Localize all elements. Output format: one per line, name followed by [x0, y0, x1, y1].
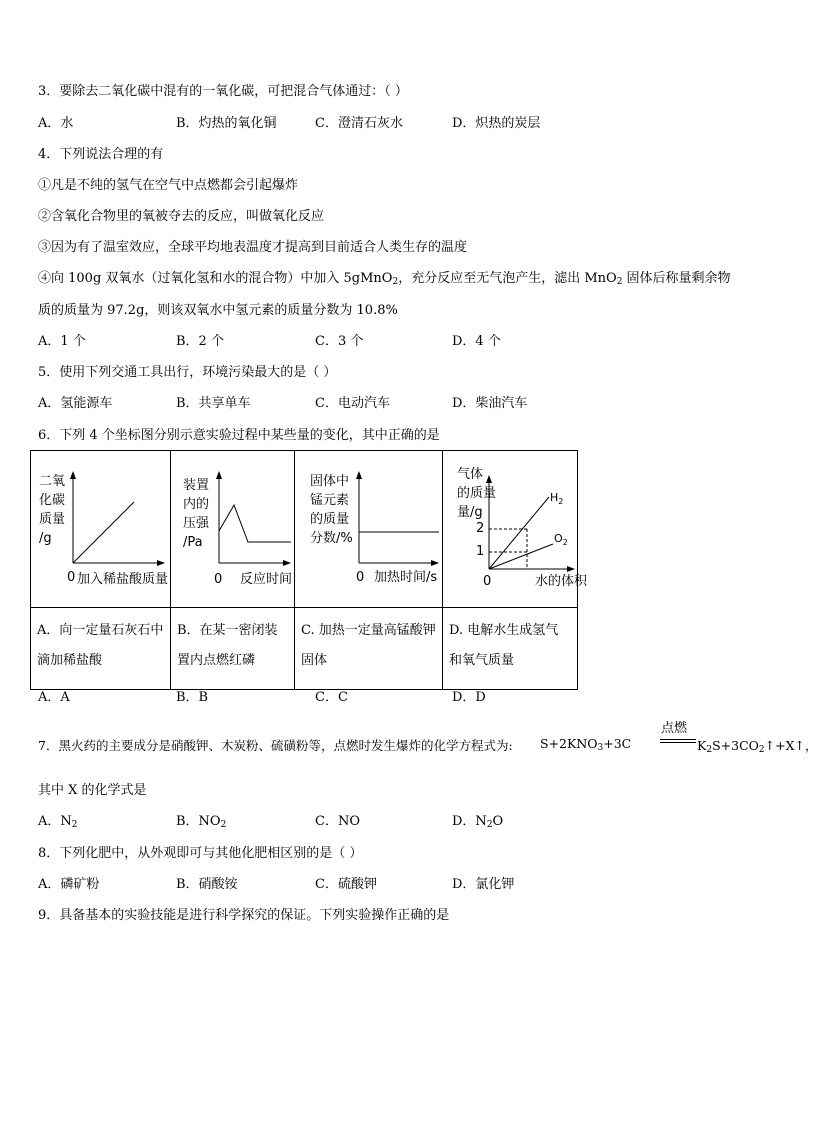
q7-option-d-tail: O: [492, 814, 504, 829]
q6-options: [38, 689, 758, 707]
q7-reaction-arrow-line: [660, 739, 696, 740]
q7-condition: 点燃: [661, 721, 688, 736]
graph-d-h2-label: $H_2$: [550, 491, 564, 506]
q4-s4-sub-b: 2: [616, 277, 623, 287]
graph-c-ylabel-1: 固体中: [310, 474, 350, 489]
graph-d-xlabel: 水的体积: [535, 574, 588, 589]
q4-option-d[interactable]: D．4 个: [452, 334, 501, 349]
q4-s4-part-b: ，充分反应至无气泡产生，滤出 MnO: [398, 271, 617, 286]
q7-eq-left-b: +3C: [603, 736, 632, 751]
q6-graph-a: [31, 451, 170, 607]
q4-option-b[interactable]: B．2 个: [176, 334, 224, 349]
q6-stem: 6．下列 4 个坐标图分别示意实验过程中某些量的变化，其中正确的是: [38, 428, 440, 443]
graph-d-ylabel-1: 气体: [457, 467, 484, 482]
q6-graph-d-cell: [443, 451, 588, 608]
q7-option-a-sub: 2: [71, 820, 78, 830]
graph-d-o2-line: [489, 544, 553, 569]
graph-b-curve: [219, 505, 291, 542]
q7-option-b-text: B．NO: [176, 814, 221, 829]
q4-statement-3: ③因为有了温室效应，全球平均地表温度才提高到目前适合人类生存的温度: [38, 240, 468, 255]
graph-b-y-arrow: [216, 471, 222, 479]
q6-graph-table: [30, 450, 588, 690]
q4-s4-sub-a: 2: [392, 277, 399, 287]
q4-option-a[interactable]: A．1 个: [38, 334, 86, 349]
graph-b-xlabel: 反应时间: [240, 572, 293, 587]
graph-c-xlabel: 加热时间/s: [374, 570, 438, 585]
q4-statement-1: ①凡是不纯的氢气在空气中点燃都会引起爆炸: [38, 178, 299, 193]
q4-s4-part-a: ④向 100g 双氧水（过氧化氢和水的混合物）中加入 5gMnO: [38, 271, 393, 286]
graph-a-ylabel-1: 二氧: [39, 474, 66, 489]
q7-eq-left-sub: 3: [597, 743, 604, 753]
q6-graph-c-cell: [295, 451, 443, 608]
q7-stem: 7．黑火药的主要成分是硝酸钾、木炭粉、硫磺粉等，点燃时发生爆炸的化学方程式为:: [38, 738, 513, 753]
q7-equation-right: [697, 736, 817, 754]
q6-option-b[interactable]: B．B: [176, 690, 209, 705]
graph-c-ylabel-2: 锰元素: [310, 493, 350, 508]
graph-c-ylabel-3: 的质量: [310, 512, 350, 527]
q9-stem: 9．具备基本的实验技能是进行科学探究的保证。下列实验操作正确的是: [38, 908, 450, 923]
graph-d-ytick-2: 2: [476, 521, 485, 536]
q4-statement-4: [38, 270, 731, 288]
graph-a-origin: 0: [67, 570, 76, 585]
q5-option-d[interactable]: D．柴油汽车: [452, 396, 528, 411]
graph-d-y-arrow: [486, 475, 492, 483]
q8-options: [38, 876, 758, 894]
graph-c-y-arrow: [356, 471, 362, 479]
graph-a-y-arrow: [70, 471, 76, 479]
q4-statement-4-cont: 质的质量为 97.2g，则该双氧水中氢元素的质量分数为 10.8%: [38, 303, 398, 318]
q6-graph-b-cell: [171, 451, 295, 608]
q6-graph-d: [443, 451, 588, 607]
q5-option-a[interactable]: A．氢能源车: [38, 396, 113, 411]
q7-eq-right-sub-a: 2: [706, 745, 713, 755]
graph-a-ylabel-3: 质量: [39, 512, 66, 527]
q7-reaction-arrow-line-2: [660, 742, 696, 743]
q7-option-a[interactable]: [38, 813, 78, 831]
q7-option-d-sub: 2: [486, 820, 493, 830]
q5-options: [38, 395, 758, 413]
graph-a-xlabel: 加入稀盐酸质量: [77, 572, 169, 587]
q5-stem: 5．使用下列交通工具出行，环境污染最大的是（ ）: [38, 365, 337, 380]
q6-caption-a: A．向一定量石灰石中滴加稀盐酸: [31, 608, 171, 690]
q8-option-a[interactable]: A．磷矿粉: [38, 877, 100, 892]
graph-b-ylabel-1: 装置: [183, 478, 210, 493]
q6-caption-d: D. 电解水生成氢气和氧气质量: [443, 608, 578, 690]
graph-b-origin: 0: [214, 572, 223, 587]
graph-c-origin: 0: [356, 570, 365, 585]
q6-option-a[interactable]: A．A: [38, 690, 70, 705]
q4-statement-2: ②含氧化合物里的氧被夺去的反应，叫做氧化反应: [38, 209, 325, 224]
graph-d-ytick-1: 1: [476, 544, 485, 559]
q3-options: [38, 115, 758, 133]
graph-d-ylabel-2: 的质量: [457, 486, 497, 501]
graph-b-ylabel-4: /Pa: [183, 535, 203, 550]
q7-option-c-text: C．NO: [315, 814, 360, 829]
graph-a-ylabel-2: 化碳: [39, 493, 66, 508]
q7-stem-line: [38, 721, 817, 768]
q7-eq-right-a: K: [697, 738, 707, 753]
q7-option-c[interactable]: [315, 813, 360, 831]
q6-option-d[interactable]: D．D: [452, 690, 486, 705]
graph-a-ylabel-4: /g: [39, 531, 52, 546]
q3-option-d[interactable]: D．炽热的炭层: [452, 116, 541, 131]
q7-eq-right-b: S+3CO: [712, 738, 759, 753]
q7-option-b-sub: 2: [220, 820, 227, 830]
q7-options: [38, 813, 758, 831]
q3-option-b[interactable]: B．灼热的氧化铜: [176, 116, 277, 131]
graph-a-curve: [73, 502, 134, 563]
q7-stem-line2: 其中 X 的化学式是: [38, 783, 147, 798]
q7-equation-left: [540, 736, 631, 751]
q4-s4-part-c: 固体后称量剩余物: [622, 271, 731, 286]
graph-b-ylabel-3: 压强: [183, 516, 210, 531]
q7-option-d[interactable]: [452, 813, 503, 831]
graph-d-o2-label: $O_2$: [554, 532, 568, 547]
q7-option-a-text: A．N: [38, 814, 72, 829]
q4-option-c[interactable]: C．3 个: [315, 334, 364, 349]
q8-option-c[interactable]: C．硫酸钾: [315, 877, 377, 892]
graph-d-origin: 0: [483, 574, 492, 589]
q7-eq-right-c: ↑+X↑，: [764, 738, 817, 753]
q6-caption-b: B．在某一密闭装置内点燃红磷: [171, 608, 295, 690]
graph-d-h2-line: [489, 497, 549, 569]
q4-options: [38, 333, 758, 351]
q7-eq-right-sub-b: 2: [758, 745, 765, 755]
q3-option-a[interactable]: A．水: [38, 116, 74, 131]
q8-option-d[interactable]: D．氯化钾: [452, 877, 515, 892]
q6-graph-b: [171, 451, 294, 607]
q3-stem: 3．要除去二氧化碳中混有的一氧化碳，可把混合气体通过：（ ）: [38, 84, 408, 99]
q7-option-d-text: D．N: [452, 814, 487, 829]
q6-graph-c: [295, 451, 442, 607]
q6-option-c[interactable]: C．C: [315, 690, 348, 705]
q5-option-b[interactable]: B．共享单车: [176, 396, 251, 411]
q6-graph-a-cell: [31, 451, 171, 608]
graph-a-x-arrow: [157, 560, 165, 566]
q7-eq-left-a: S+2KNO: [540, 736, 598, 751]
q6-caption-c: C. 加热一定量高锰酸钾固体: [295, 608, 443, 690]
q8-stem: 8．下列化肥中，从外观即可与其他化肥相区别的是（ ）: [38, 846, 363, 861]
q4-stem: 4．下列说法合理的有: [38, 147, 164, 162]
q3-option-c[interactable]: C．澄清石灰水: [315, 116, 403, 131]
graph-d-x-arrow: [567, 566, 575, 572]
graph-b-ylabel-2: 内的: [183, 497, 210, 512]
graph-d-ylabel-3: 量/g: [457, 505, 483, 520]
q7-option-b[interactable]: [176, 813, 226, 831]
graph-c-x-arrow: [431, 560, 439, 566]
q5-option-c[interactable]: C．电动汽车: [315, 396, 390, 411]
graph-c-ylabel-4: 分数/%: [310, 531, 353, 546]
graph-b-x-arrow: [283, 560, 291, 566]
q8-option-b[interactable]: B．硝酸铵: [176, 877, 238, 892]
